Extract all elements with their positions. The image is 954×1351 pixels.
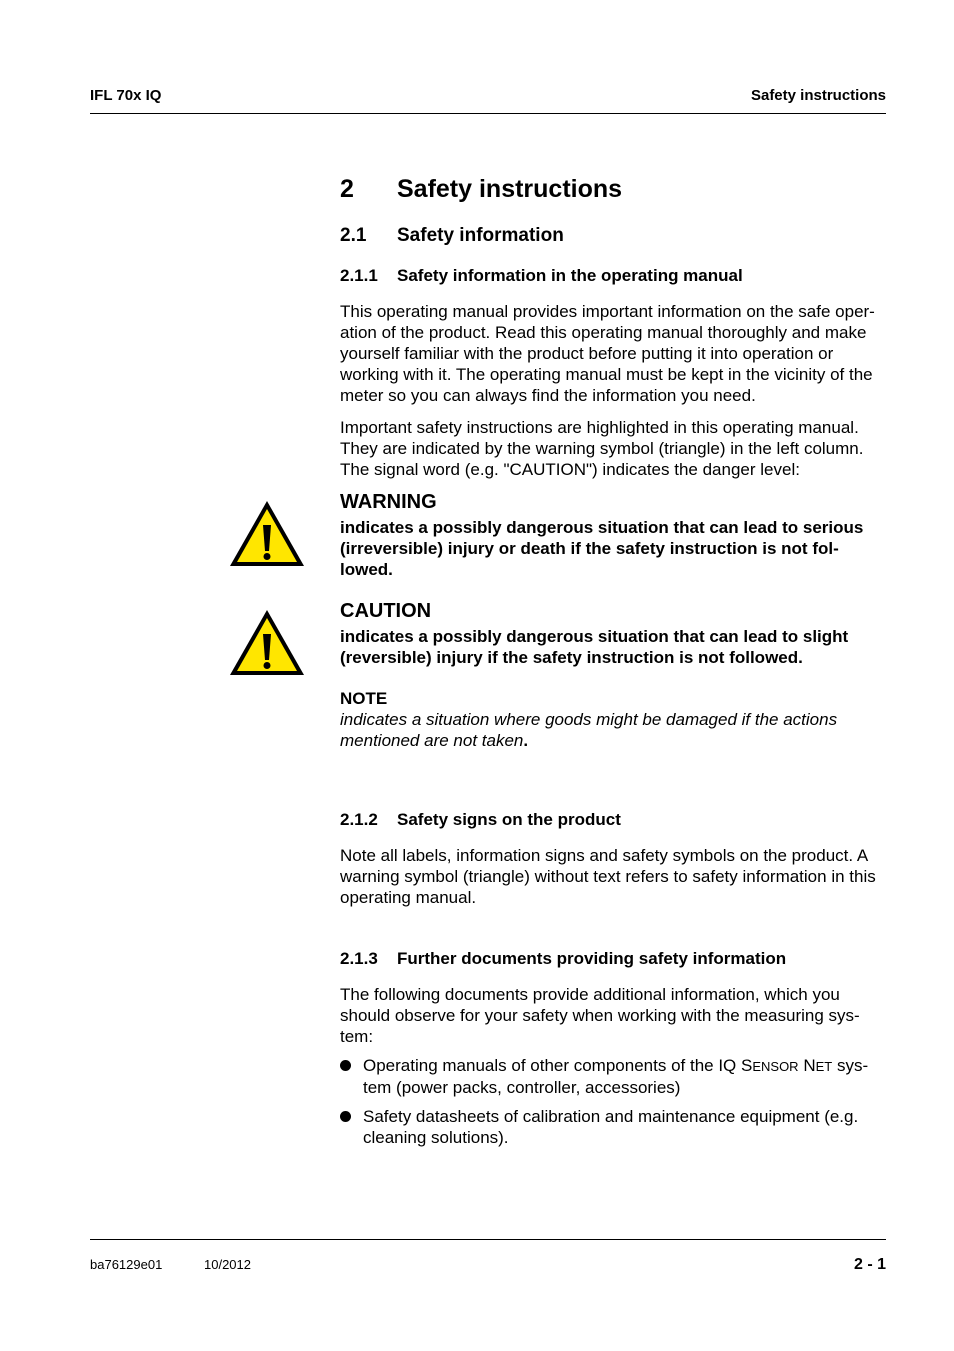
header-rule: [90, 113, 886, 114]
brand-ensor: ENSOR: [752, 1059, 799, 1074]
brand-et: ET: [815, 1059, 833, 1074]
text-line: The signal word (e.g. "CAUTION") indicates the danger level:: [340, 460, 800, 479]
footer-doc-id: ba76129e01: [90, 1257, 163, 1272]
text-line: should observe for your safety when working with the measuring sys-: [340, 1006, 860, 1025]
subsection-title: Safety information in the operating manual: [397, 266, 743, 285]
subsection-number: 2.1.1: [340, 266, 378, 285]
text-line: cleaning solutions).: [363, 1128, 509, 1147]
list-item: [363, 1055, 888, 1098]
text-line: indicates a possibly dangerous situation that can lead to serious: [340, 518, 864, 537]
subsection-heading-2-1-1: [340, 266, 888, 286]
bullet-text: Operating manuals of other components of the IQ: [363, 1056, 741, 1075]
footer-date: 10/2012: [204, 1257, 251, 1272]
safety-signs-paragraph: [340, 845, 888, 908]
text-line: indicates a situation where goods might be damaged if the actions: [340, 710, 838, 729]
subsection-heading-2-1-2: [340, 810, 888, 830]
warning-triangle-icon: [228, 499, 306, 568]
text-line: They are indicated by the warning symbol (triangle) in the left column.: [340, 439, 864, 458]
section-title: Safety information: [397, 225, 564, 246]
signal-word-paragraph: [340, 417, 888, 480]
note-label: NOTE: [340, 689, 388, 708]
caution-triangle-icon: [228, 608, 306, 677]
header-doc-title: IFL 70x IQ: [90, 87, 162, 104]
chapter-heading: [340, 175, 888, 205]
caution-text: [340, 626, 888, 668]
text-line: meter so you can always find the information you need.: [340, 386, 756, 405]
brand-s: S: [741, 1056, 753, 1075]
text-line: warning symbol (triangle) without text refers to safety information in this: [340, 867, 876, 886]
note-period: .: [523, 731, 529, 750]
brand-n: N: [803, 1056, 816, 1075]
footer-rule: [90, 1239, 886, 1240]
chapter-number: 2: [340, 175, 354, 203]
text-line: (irreversible) injury or death if the safety instruction is not fol-: [340, 539, 839, 558]
text-line: indicates a possibly dangerous situation that can lead to slight: [340, 627, 849, 646]
subsection-title: Further documents providing safety information: [397, 949, 787, 968]
subsection-number: 2.1.2: [340, 810, 378, 829]
header-section-title: Safety instructions: [750, 87, 886, 104]
text-line: [340, 730, 888, 751]
page-number: 2 - 1: [853, 1256, 886, 1273]
note-line-2: mentioned are not taken: [340, 731, 524, 750]
bullet-text-end: sys-: [832, 1056, 869, 1075]
section-number: 2.1: [340, 225, 367, 246]
text-line: Safety datasheets of calibration and maintenance equipment (e.g.: [363, 1107, 859, 1126]
text-line: ation of the product. Read this operating manual thoroughly and make: [340, 323, 867, 342]
text-line: [363, 1055, 888, 1077]
chapter-title: Safety instructions: [397, 175, 623, 203]
text-line: operating manual.: [340, 888, 477, 907]
text-line: working with it. The operating manual must be kept in the vicinity of the: [340, 365, 873, 384]
further-documents-paragraph: [340, 984, 888, 1047]
subsection-title: Safety signs on the product: [397, 810, 621, 829]
warning-text: [340, 517, 888, 580]
note-text: [340, 709, 888, 751]
text-line: tem (power packs, controller, accessories): [363, 1078, 681, 1097]
caution-label: CAUTION: [340, 600, 432, 622]
text-line: Important safety instructions are highlighted in this operating manual.: [340, 418, 859, 437]
bullet-icon: [340, 1060, 351, 1071]
text-line: yourself familiar with the product before putting it into operation or: [340, 344, 834, 363]
text-line: Note all labels, information signs and safety symbols on the product. A: [340, 846, 869, 865]
intro-paragraph: [340, 301, 888, 406]
warning-label: WARNING: [340, 491, 437, 513]
text-line: lowed.: [340, 560, 393, 579]
bullet-icon: [340, 1111, 351, 1122]
text-line: The following documents provide additional information, which you: [340, 985, 840, 1004]
text-line: This operating manual provides important information on the safe oper-: [340, 302, 875, 321]
list-item: [363, 1106, 888, 1148]
section-heading-2-1: [340, 225, 888, 247]
text-line: tem:: [340, 1027, 374, 1046]
subsection-number: 2.1.3: [340, 949, 378, 968]
subsection-heading-2-1-3: [340, 949, 888, 969]
text-line: (reversible) injury if the safety instruction is not followed.: [340, 648, 803, 667]
